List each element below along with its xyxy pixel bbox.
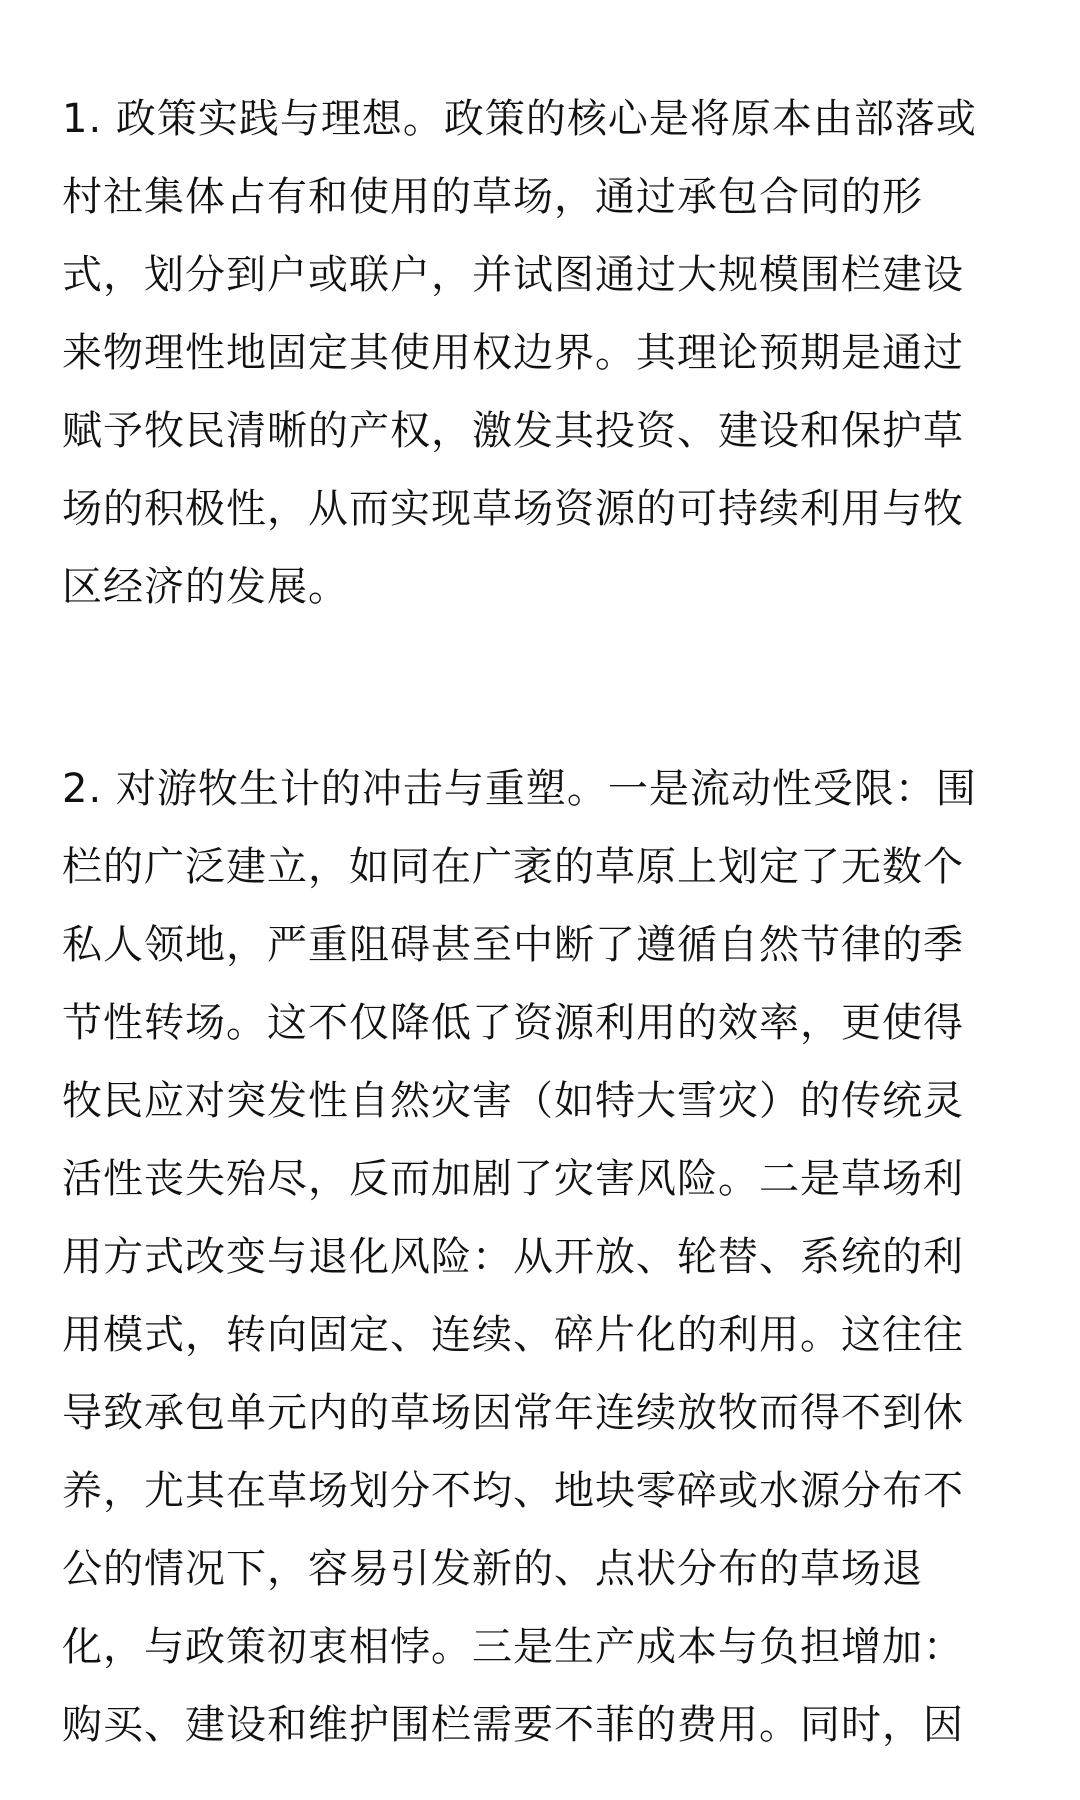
text-line: 牧民应对突发性自然灾害（如特大雪灾）的传统灵: [62, 1078, 964, 1124]
text-line: 购买、建设和维护围栏需要不菲的费用。同时，因: [62, 1702, 964, 1748]
paragraph-policy-ideal: [62, 80, 1022, 626]
text-line: 1. 政策实践与理想。政策的核心是将原本由部落或: [62, 96, 977, 142]
text-line: 场的积极性，从而实现草场资源的可持续利用与牧: [62, 486, 964, 532]
text-line: 栏的广泛建立，如同在广袤的草原上划定了无数个: [62, 844, 964, 890]
text-line: 公的情况下，容易引发新的、点状分布的草场退: [62, 1546, 923, 1592]
text-line: 用模式，转向固定、连续、碎片化的利用。这往往: [62, 1312, 964, 1358]
text-line: 赋予牧民清晰的产权，激发其投资、建设和保护草: [62, 408, 964, 454]
text-line: 来物理性地固定其使用权边界。其理论预期是通过: [62, 330, 964, 376]
text-line: 用方式改变与退化风险：从开放、轮替、系统的利: [62, 1234, 964, 1280]
text-line: 私人领地，严重阻碍甚至中断了遵循自然节律的季: [62, 922, 964, 968]
text-line: 活性丧失殆尽，反而加剧了灾害风险。二是草场利: [62, 1156, 964, 1202]
text-line: 节性转场。这不仅降低了资源利用的效率，更使得: [62, 1000, 964, 1046]
paragraph-nomadic-impact: [62, 750, 1022, 1764]
text-line: 村社集体占有和使用的草场，通过承包合同的形: [62, 174, 923, 220]
text-line: 导致承包单元内的草场因常年连续放牧而得不到休: [62, 1390, 964, 1436]
text-line: 区经济的发展。: [62, 564, 349, 610]
text-line: 式，划分到户或联户，并试图通过大规模围栏建设: [62, 252, 964, 298]
text-line: 养，尤其在草场划分不均、地块零碎或水源分布不: [62, 1468, 964, 1514]
text-line: 2. 对游牧生计的冲击与重塑。一是流动性受限：围: [62, 766, 977, 812]
text-line: 化，与政策初衷相悖。三是生产成本与负担增加：: [62, 1624, 964, 1670]
